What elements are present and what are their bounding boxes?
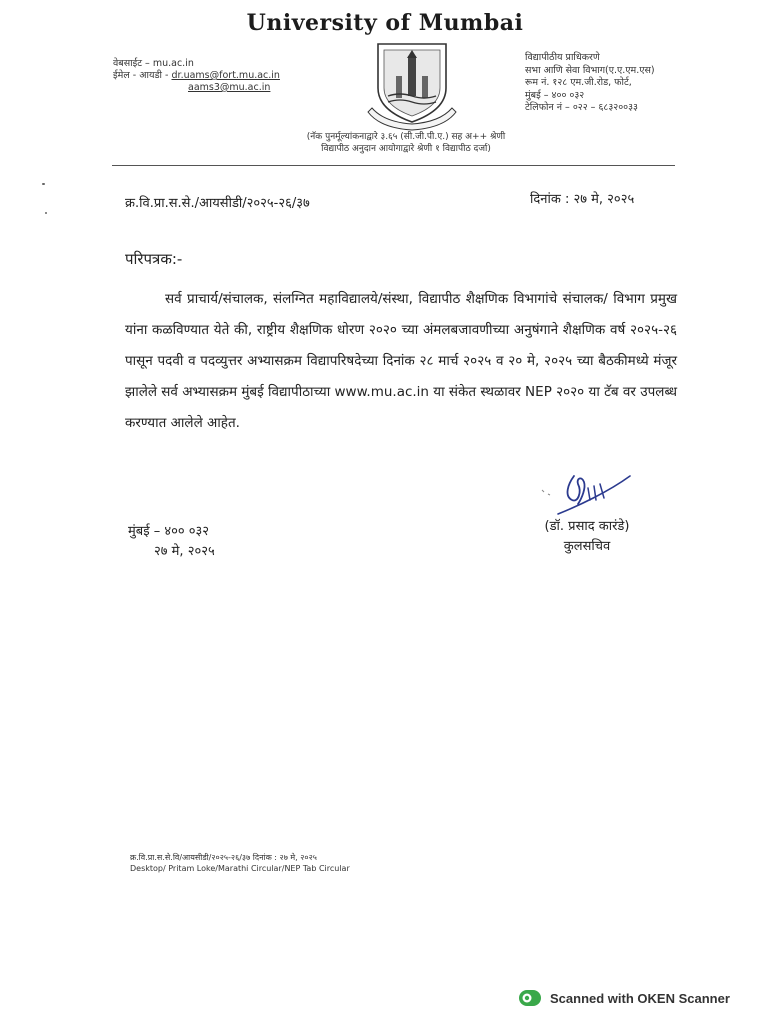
header-divider (112, 165, 675, 166)
email-label: ईमेल - आयडी - (113, 70, 169, 81)
university-emblem-icon (360, 38, 464, 138)
footer-ref-line-1: क्र.वि.प्रा.स.से.वि/आयसीडी/२०२५-२६/३७ दिनांक : २७ मे, २०२५ (130, 853, 317, 862)
issue-date-line: २७ मे, २०२५ (154, 544, 215, 559)
footer-ref-line-2: Desktop/ Pritam Loke/Marathi Circular/NEP Tab Circular (130, 864, 350, 873)
address-line: मुंबई – ४०० ०३२ (525, 89, 585, 101)
address-line: सभा आणि सेवा विभाग(ए.ए.एम.एस) (525, 64, 655, 76)
scan-speck (42, 183, 45, 185)
circular-body (125, 284, 677, 439)
circular-heading: परिपत्रक:- (125, 250, 183, 268)
signer-block (528, 517, 646, 557)
body-paragraph: सर्व प्राचार्य/संचालक, संलग्नित महाविद्यालये/संस्था, विद्यापीठ शैक्षणिक विभागांचे संचालक/ विभाग प्रमुख यांना कळविण्यात येते की, राष्ट्रीय शैक्षणिक धोरण २०२० च्या अंमलबजावणीच्या अनुषंगाने शैक्षणिक वर्ष २०२५-२६ पासून पदवी व पदव्युत्तर अभ्यासक्रम विद्यापरिषदेच्या दिनांक २८ मार्च २०२५ व २० मे, २०२५ च्या बैठकीमध्ये मंजूर झालेले सर्व अभ्यासक्रम मुंबई विद्यापीठाच्या www.mu.ac.in या संकेत स्थळावर NEP २०२० या टॅब वर उपलब्ध करण्यात आलेले आहेत. (125, 291, 677, 431)
email-address-2: aams3@mu.ac.in (188, 82, 271, 93)
website-line: वेबसाईट – mu.ac.in (113, 58, 194, 69)
scan-speck (45, 212, 47, 214)
signer-name: (डॉ. प्रसाद कारंडे) (544, 519, 630, 534)
address-block (525, 52, 655, 115)
university-title: University of Mumbai (246, 10, 524, 36)
reference-number: क्र.वि.प्रा.स.से./आयसीडी/२०२५-२६/३७ (125, 196, 310, 211)
address-line: टेलिफोन नं – ०२२ – ६८३२००३३ (525, 102, 638, 113)
place-date-block (128, 522, 215, 562)
footer-reference (130, 852, 350, 874)
address-line: विद्यापीठीय प्राधिकरणे (525, 52, 600, 63)
address-line: रूम नं. १२८ एम.जी.रोड, फोर्ट, (525, 77, 632, 88)
naac-line-2: विद्यापीठ अनुदान आयोगाद्वारे श्रेणी १ विद्यापीठ दर्जा) (321, 144, 491, 154)
scanner-text: Scanned with OKEN Scanner (550, 990, 730, 1006)
contact-block (113, 58, 280, 94)
naac-line-1: (नॅक पुनर्मूल्यांकनाद्वारे ३.६५ (सी.जी.पी.ए.) सह अ++ श्रेणी (306, 132, 506, 142)
naac-accreditation (0, 131, 770, 155)
email-line (113, 70, 280, 82)
letter-date: दिनांक : २७ मे, २०२५ (530, 192, 635, 207)
signer-title: कुलसचिव (563, 539, 611, 554)
email-address-1: dr.uams@fort.mu.ac.in (171, 70, 280, 81)
scanner-watermark (518, 989, 730, 1007)
oken-scanner-icon (518, 989, 542, 1007)
place-line: मुंबई – ४०० ०३२ (128, 524, 210, 539)
